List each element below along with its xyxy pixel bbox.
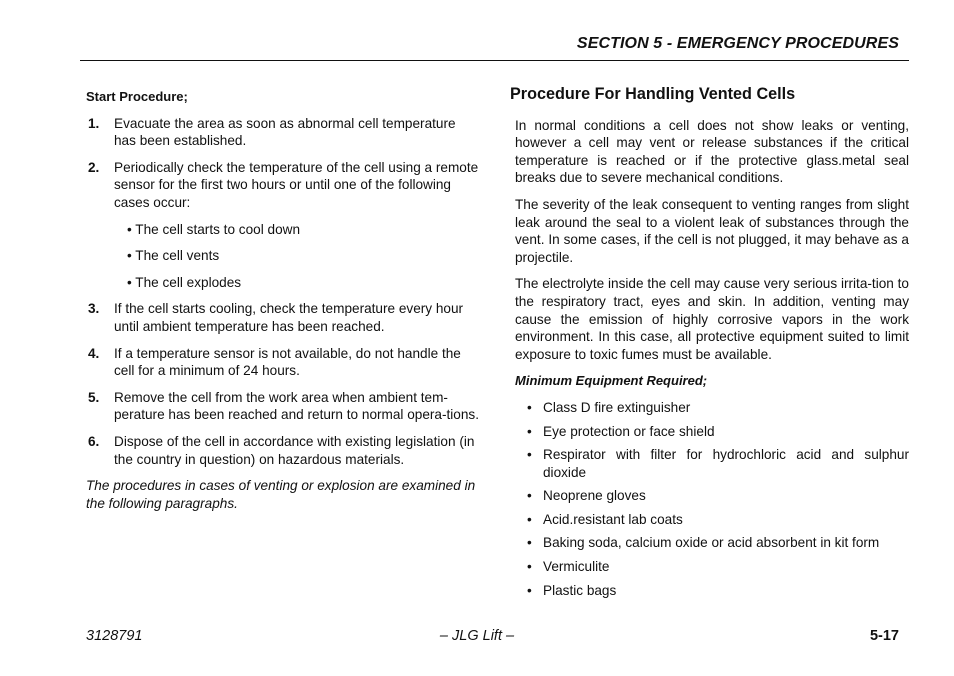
vented-cells-column [510, 86, 909, 605]
step-text: If a temperature sensor is not available, do not handle the cell for a minimum of 24 hours. [114, 345, 461, 379]
equipment-text: Eye protection or face shield [543, 423, 715, 439]
document-number: 3128791 [86, 628, 143, 644]
equipment-text: Vermiculite [543, 559, 610, 575]
step-text: Remove the cell from the work area when ambient tem-perature has been reached and return to normal opera-tions. [114, 389, 479, 423]
equipment-item [510, 534, 909, 552]
bullet-icon: • [527, 511, 532, 527]
bullet-icon: • [527, 488, 532, 504]
header-divider [80, 60, 909, 61]
paragraph: The electrolyte inside the cell may cause very serious irrita-tion to the respiratory tract, eyes and skin. In addition, venting may cause the emission of highly corrosive vapors in the work environment. In this case, all protective equipment suited to limit exposure to toxic fumes must be available. [515, 276, 909, 362]
step-number: 5. [88, 389, 100, 405]
equipment-item [510, 399, 909, 417]
step-3 [86, 300, 481, 335]
paragraph: The severity of the leak consequent to venting ranges from slight leak around the seal to a violent leak of substances through the vent. In some cases, if the cell is not plugged, it may behave as a projectile. [515, 196, 909, 265]
vented-cells-heading: Procedure For Handling Vented Cells [510, 85, 796, 103]
equipment-text: Baking soda, calcium oxide or acid absorbent in kit form [543, 535, 880, 551]
bullet-icon: • [527, 582, 532, 598]
bullet-icon: • [527, 423, 532, 439]
step-number: 1. [88, 115, 100, 131]
step-6 [86, 433, 481, 468]
step-number: 2. [88, 159, 100, 175]
bullet-icon: • [527, 399, 532, 415]
step-2 [86, 159, 481, 212]
equipment-item [510, 423, 909, 441]
step-1 [86, 115, 481, 150]
step-number: 4. [88, 345, 100, 361]
equipment-heading: Minimum Equipment Required; [515, 373, 708, 389]
equipment-item [510, 446, 909, 481]
equipment-item [510, 582, 909, 600]
bullet-icon: • [527, 535, 532, 551]
section-title: SECTION 5 - EMERGENCY PROCEDURES [576, 35, 899, 52]
equipment-item [510, 487, 909, 505]
case-item: • The cell vents [127, 248, 220, 264]
bullet-icon: • [527, 559, 532, 575]
equipment-text: Neoprene gloves [543, 488, 646, 504]
step-text: Dispose of the cell in accordance with existing legislation (in the country in question) on hazardous materials. [114, 433, 475, 467]
start-procedure-heading: Start Procedure; [86, 89, 188, 104]
case-item: • The cell explodes [127, 274, 242, 290]
page-number: 5-17 [869, 628, 899, 644]
step-text: Evacuate the area as soon as abnormal cell temperature has been established. [114, 115, 456, 149]
procedures-note: The procedures in cases of venting or explosion are examined in the following paragraphs. [86, 478, 476, 511]
equipment-text: Plastic bags [543, 582, 617, 598]
step-text: Periodically check the temperature of the cell using a remote sensor for the first two hours or until one of the following cases occur: [114, 159, 479, 210]
paragraph: In normal conditions a cell does not show leaks or venting, however a cell may vent or release substances if the critical temperature is reached or if the protective glass.metal seal breaks due to severe mechanical conditions. [515, 117, 909, 186]
equipment-text: Acid.resistant lab coats [543, 511, 683, 527]
case-item: • The cell starts to cool down [127, 221, 301, 237]
equipment-item [510, 558, 909, 576]
footer-brand: – JLG Lift – [439, 628, 515, 644]
step-5 [86, 389, 481, 424]
equipment-text: Class D fire extinguisher [543, 399, 691, 415]
step-text: If the cell starts cooling, check the temperature every hour until ambient temperature has been reached. [114, 301, 464, 334]
step-number: 6. [88, 433, 100, 449]
start-procedure-column [86, 88, 481, 512]
step-number: 3. [88, 301, 100, 317]
step-4 [86, 345, 481, 380]
equipment-item [510, 511, 909, 529]
bullet-icon: • [527, 447, 532, 463]
equipment-text: Respirator with filter for hydrochloric acid and sulphur dioxide [543, 447, 909, 480]
